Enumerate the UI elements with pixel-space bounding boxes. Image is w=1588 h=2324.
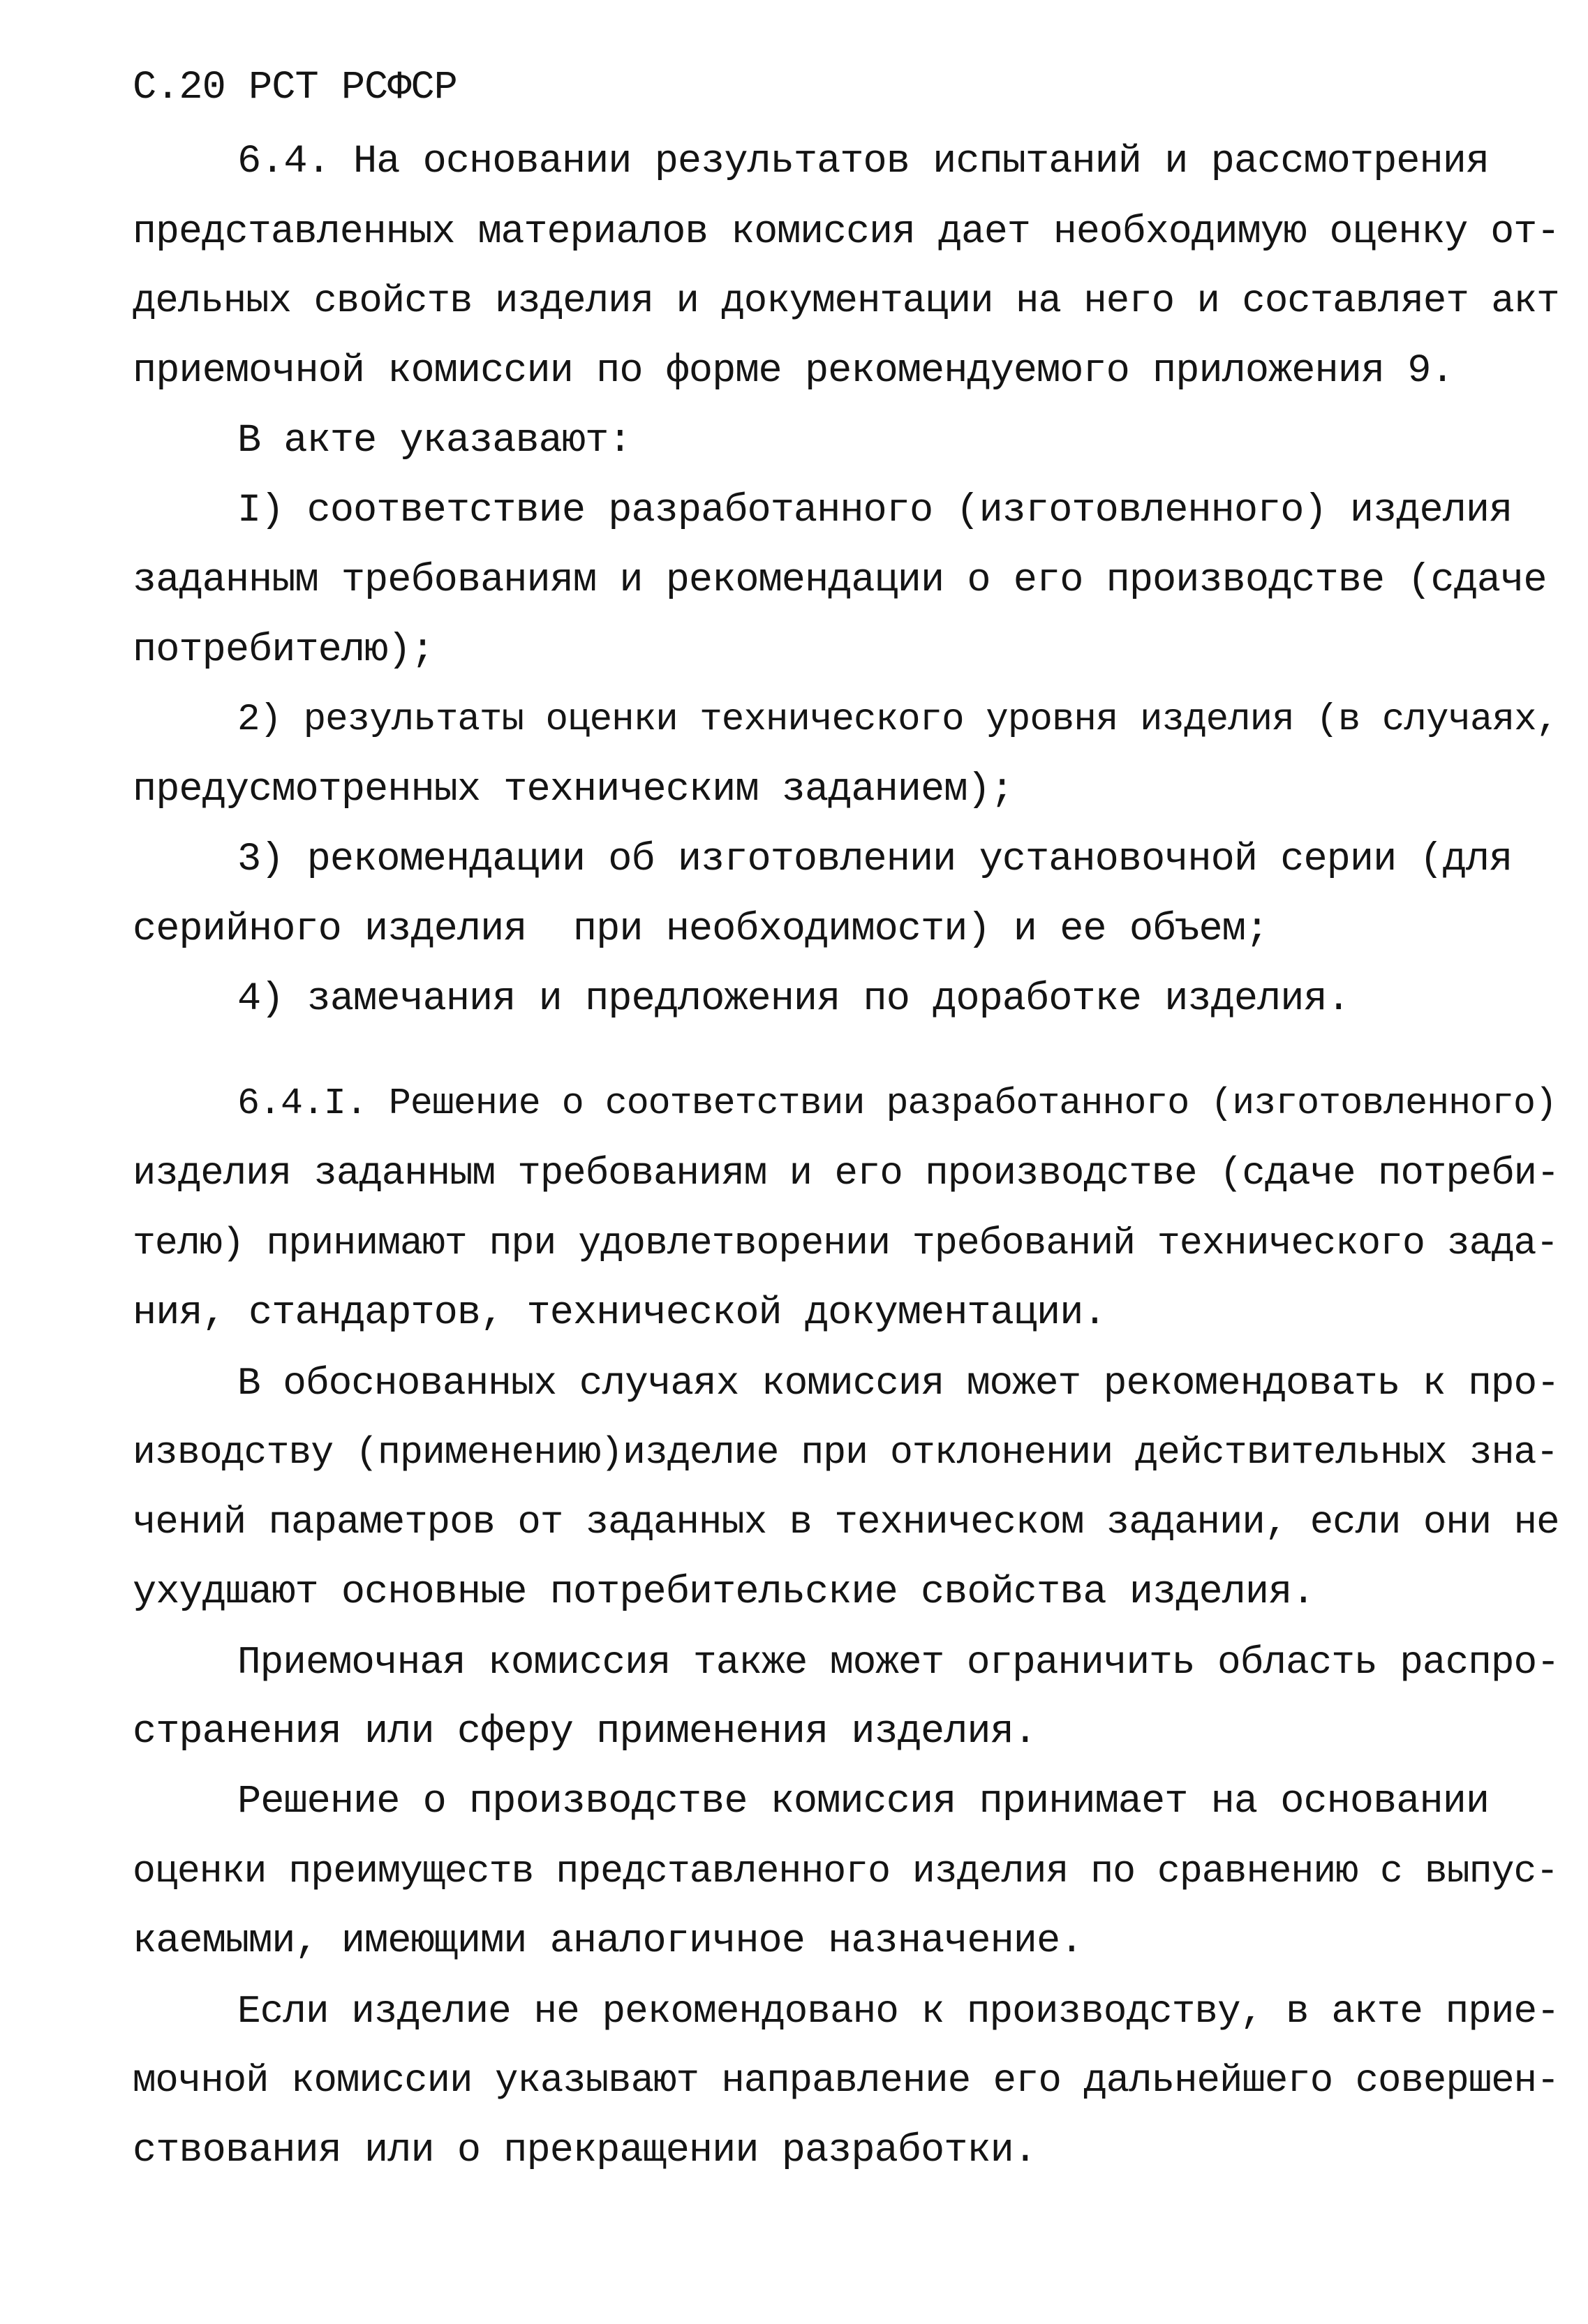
text-line: В акте указавают:	[237, 419, 632, 463]
text-line: приемочной комиссии по форме рекомендуемого приложения 9.	[133, 349, 1454, 394]
text-line: мочной комиссии указывают направление его дальнейшего совершен-	[133, 2059, 1559, 2103]
text-line: чений параметров от заданных в техническом задании, если они не	[133, 1500, 1559, 1544]
text-line: странения или сферу применения изделия.	[133, 1710, 1037, 1755]
text-line: 6.4.I. Решение о соответствии разработанного (изготовленного)	[237, 1083, 1557, 1125]
text-line: Если изделие не рекомендовано к производству, в акте прие-	[237, 1989, 1559, 2034]
text-line: ствования или о прекращении разработки.	[133, 2129, 1037, 2173]
text-line: каемыми, имеющими аналогичное назначение.	[133, 1919, 1083, 1964]
page-header: С.20 РСТ РСФСР	[133, 66, 457, 110]
text-line: Решение о производстве комиссия принимает на основании	[237, 1780, 1490, 1824]
text-line: оценки преимуществ представленного изделия по сравнению с выпус-	[133, 1850, 1559, 1893]
text-line: телю) принимают при удовлетворении требований технического зада-	[133, 1222, 1559, 1265]
text-line: серийного изделия при необходимости) и ее объем;	[133, 907, 1269, 952]
text-line: 4) замечания и предложения по доработке изделия.	[237, 977, 1350, 1022]
text-line: дельных свойств изделия и документации на него и составляет акт	[133, 279, 1559, 323]
text-line: В обоснованных случаях комиссия может рекомендовать к про-	[237, 1361, 1559, 1406]
text-line: 2) результаты оценки технического уровня изделия (в случаях,	[237, 699, 1559, 741]
text-line: изделия заданным требованиям и его производстве (сдаче потреби-	[133, 1152, 1559, 1195]
text-line: представленных материалов комиссия дает необходимую оценку от-	[133, 209, 1560, 254]
text-line: предусмотренных техническим заданием);	[133, 768, 1014, 812]
text-line: 3) рекомендации об изготовлении установочной серии (для	[237, 837, 1513, 882]
text-line: 6.4. На основании результатов испытаний и рассмотрения	[237, 140, 1490, 184]
text-line: Приемочная комиссия также может ограничить область распро-	[237, 1640, 1559, 1685]
text-line: потребителю);	[133, 628, 434, 673]
text-line: заданным требованиям и рекомендации о его производстве (сдаче	[133, 558, 1547, 603]
text-line: I) соответствие разработанного (изготовленного) изделия	[237, 489, 1513, 533]
text-line: ния, стандартов, технической документации.	[133, 1291, 1106, 1336]
text-line: ухудшают основные потребительские свойства изделия.	[133, 1570, 1315, 1615]
text-line: изводству (применению)изделие при отклонении действительных зна-	[133, 1431, 1559, 1475]
